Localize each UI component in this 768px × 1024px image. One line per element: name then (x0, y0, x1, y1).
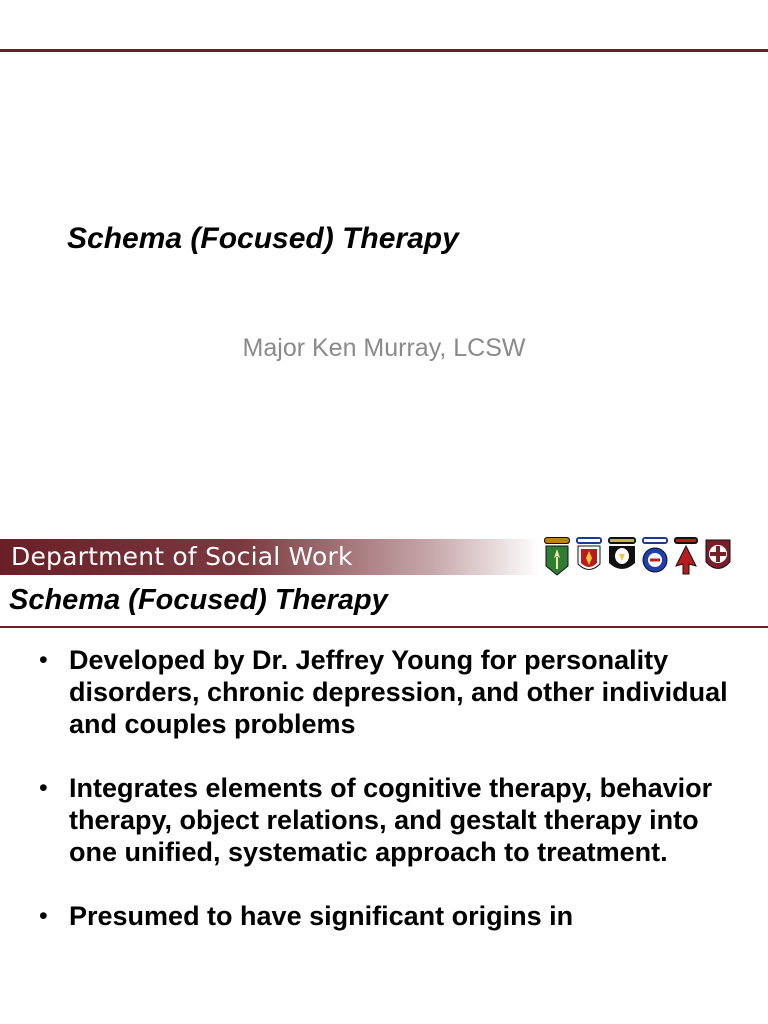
slide-title: Schema (Focused) Therapy (67, 222, 459, 255)
bullet-text: Developed by Dr. Jeffrey Young for personality disorders, chronic depression, and other individual and couples problems (69, 645, 728, 739)
top-divider (0, 49, 768, 52)
bullet-icon: • (39, 646, 48, 674)
slide-title: Schema (Focused) Therapy (9, 584, 388, 616)
title-divider (0, 626, 768, 628)
airborne-division-patch-icon (641, 536, 669, 576)
airborne-eagle-patch-icon (607, 536, 637, 576)
unit-patches (543, 536, 735, 578)
bullet-icon: • (39, 774, 48, 802)
bullet-list (0, 644, 768, 964)
department-banner (0, 539, 540, 575)
presenter-name: Major Ken Murray, LCSW (242, 334, 526, 362)
bullet-text: Presumed to have significant origins in (69, 901, 574, 931)
medical-command-patch-icon (703, 536, 733, 576)
list-item (0, 900, 768, 932)
list-item (0, 772, 768, 868)
airborne-special-forces-patch-icon (543, 536, 571, 576)
airborne-corps-patch-icon (575, 536, 603, 576)
content-slide (0, 512, 768, 1024)
arrowhead-patch-icon (673, 536, 699, 576)
department-name: Department of Social Work (11, 542, 353, 571)
list-item (0, 644, 768, 740)
bullet-text: Integrates elements of cognitive therapy, behavior therapy, object relations, and gestalt therapy into one unified, systematic approach to treatment. (69, 773, 713, 867)
bullet-icon: • (39, 902, 48, 930)
